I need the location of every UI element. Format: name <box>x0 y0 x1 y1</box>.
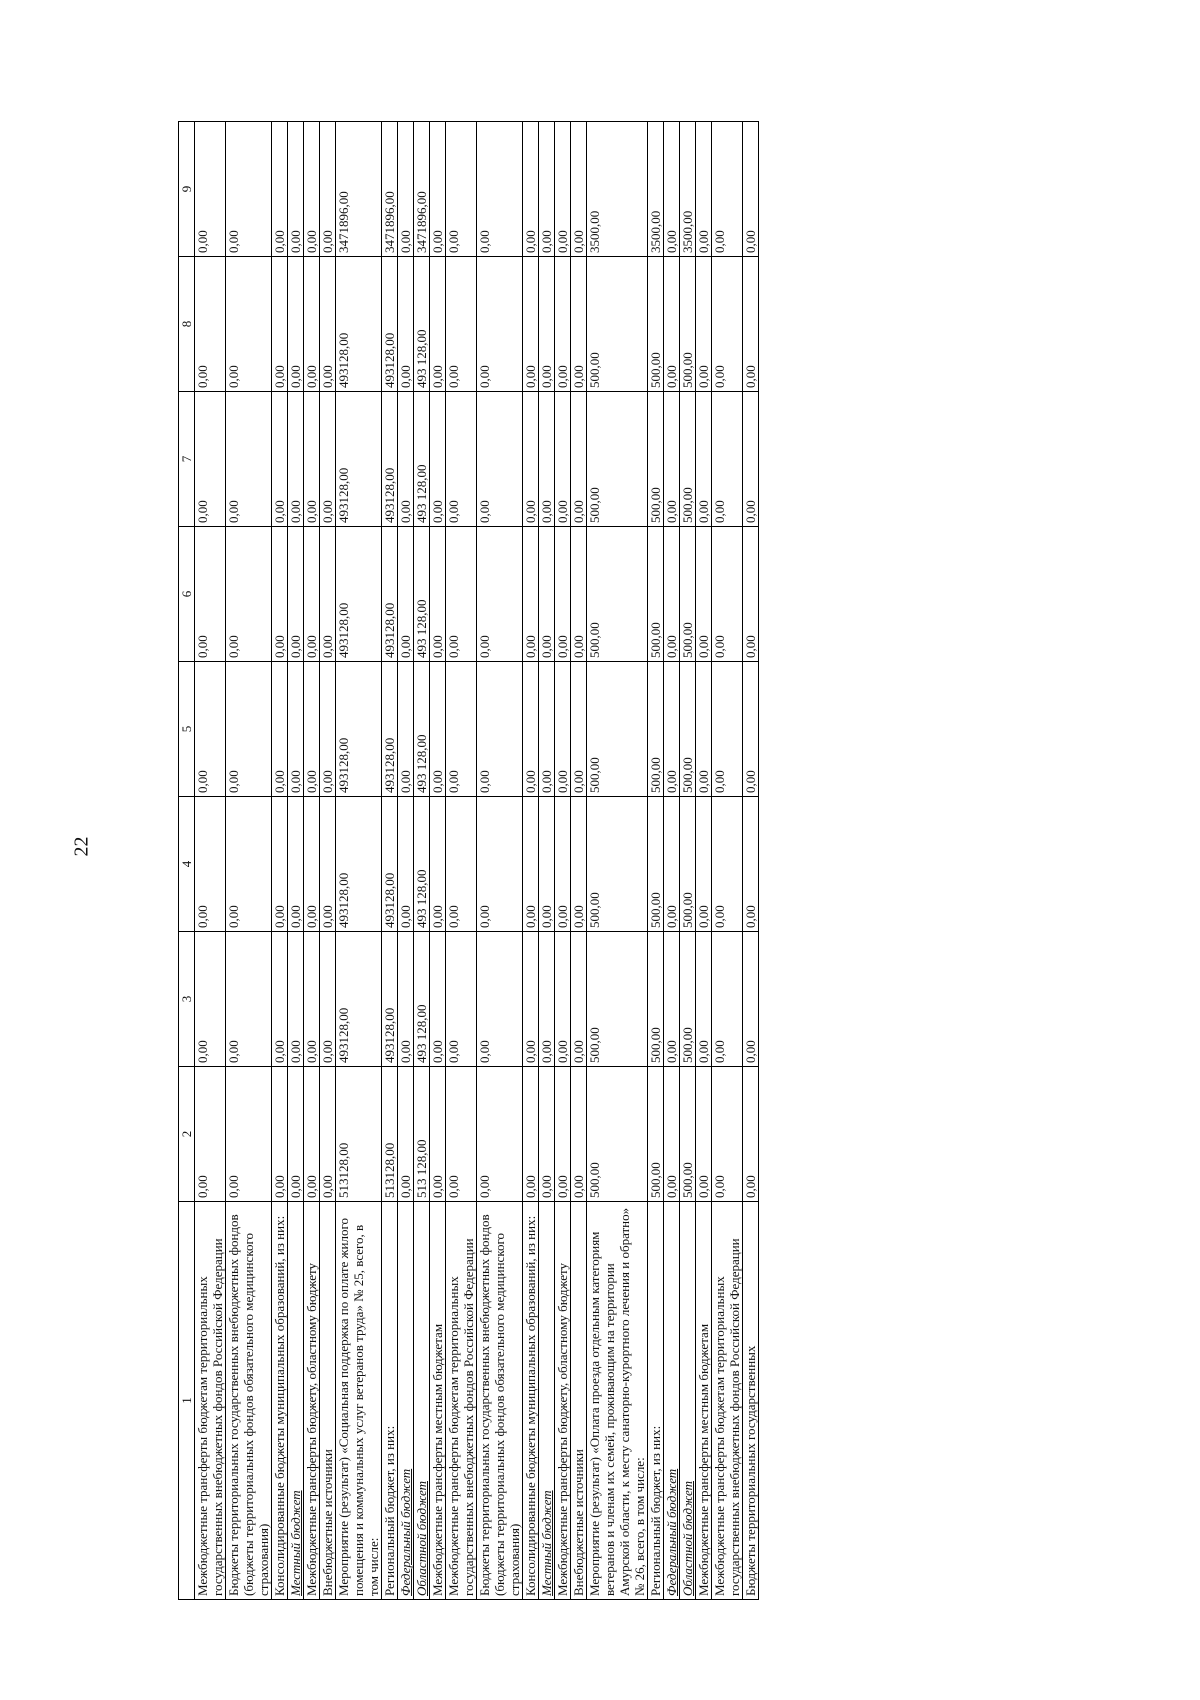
value-cell: 0,00 <box>398 392 414 527</box>
value-cell: 0,00 <box>430 527 446 662</box>
row-label: Межбюджетные трансферты бюджетам территориальных государственных внебюджетных фондов Российской Федерации <box>195 1202 226 1600</box>
value-cell: 0,00 <box>272 932 288 1067</box>
value-cell: 500,00 <box>587 392 648 527</box>
value-cell: 0,00 <box>446 662 477 797</box>
value-cell: 0,00 <box>195 1067 226 1202</box>
value-cell: 500,00 <box>648 392 664 527</box>
row-label: Консолидированные бюджеты муниципальных образований, из них: <box>523 1202 539 1600</box>
value-cell: 0,00 <box>743 122 759 257</box>
column-header: 1 <box>179 1202 195 1600</box>
value-cell: 0,00 <box>571 122 587 257</box>
value-cell: 0,00 <box>523 662 539 797</box>
value-cell: 0,00 <box>712 392 743 527</box>
value-cell: 0,00 <box>539 527 555 662</box>
value-cell: 0,00 <box>539 932 555 1067</box>
value-cell: 0,00 <box>272 257 288 392</box>
value-cell: 500,00 <box>680 257 696 392</box>
value-cell: 493128,00 <box>336 527 382 662</box>
value-cell: 0,00 <box>555 392 571 527</box>
value-cell: 0,00 <box>523 257 539 392</box>
value-cell: 493128,00 <box>382 392 398 527</box>
value-cell: 0,00 <box>664 257 680 392</box>
value-cell: 3500,00 <box>680 122 696 257</box>
table-row <box>382 122 398 1600</box>
value-cell: 0,00 <box>446 122 477 257</box>
value-cell: 0,00 <box>539 392 555 527</box>
value-cell: 0,00 <box>288 797 304 932</box>
value-cell: 500,00 <box>648 527 664 662</box>
value-cell: 3500,00 <box>648 122 664 257</box>
table-row <box>477 122 523 1600</box>
column-header: 5 <box>179 662 195 797</box>
value-cell: 0,00 <box>320 392 336 527</box>
row-label: Бюджеты территориальных государственных внебюджетных фондов (бюджеты территориальных фондов обязательного медицинского страхования) <box>226 1202 272 1600</box>
value-cell: 0,00 <box>398 1067 414 1202</box>
value-cell: 0,00 <box>272 1067 288 1202</box>
value-cell: 0,00 <box>664 662 680 797</box>
row-label: Региональный бюджет, из них: <box>382 1202 398 1600</box>
value-cell: 0,00 <box>555 662 571 797</box>
table-row <box>195 122 226 1600</box>
value-cell: 0,00 <box>571 662 587 797</box>
value-cell: 0,00 <box>555 1067 571 1202</box>
value-cell: 0,00 <box>398 122 414 257</box>
row-label: Бюджеты территориальных государственных <box>743 1202 759 1600</box>
column-header: 6 <box>179 527 195 662</box>
value-cell: 0,00 <box>555 257 571 392</box>
row-label: Бюджеты территориальных государственных внебюджетных фондов (бюджеты территориальных фондов обязательного медицинского страхования) <box>477 1202 523 1600</box>
value-cell: 500,00 <box>587 932 648 1067</box>
value-cell: 0,00 <box>320 932 336 1067</box>
value-cell: 500,00 <box>680 392 696 527</box>
value-cell: 0,00 <box>743 662 759 797</box>
value-cell: 0,00 <box>523 1067 539 1202</box>
value-cell: 0,00 <box>398 662 414 797</box>
page-number: 22 <box>70 836 93 857</box>
value-cell: 0,00 <box>664 122 680 257</box>
value-cell: 0,00 <box>555 122 571 257</box>
value-cell: 0,00 <box>664 1067 680 1202</box>
value-cell: 0,00 <box>743 527 759 662</box>
value-cell: 0,00 <box>304 662 320 797</box>
value-cell: 0,00 <box>696 122 712 257</box>
value-cell: 0,00 <box>430 392 446 527</box>
row-label: Внебюджетные источники <box>571 1202 587 1600</box>
value-cell: 500,00 <box>587 797 648 932</box>
value-cell: 500,00 <box>680 662 696 797</box>
value-cell: 0,00 <box>712 1067 743 1202</box>
value-cell: 0,00 <box>226 797 272 932</box>
value-cell: 0,00 <box>195 527 226 662</box>
table-row <box>664 122 680 1600</box>
value-cell: 0,00 <box>304 932 320 1067</box>
value-cell: 0,00 <box>539 257 555 392</box>
table-row <box>571 122 587 1600</box>
table-row <box>272 122 288 1600</box>
table-row <box>523 122 539 1600</box>
value-cell: 0,00 <box>696 527 712 662</box>
value-cell: 493128,00 <box>336 392 382 527</box>
value-cell: 0,00 <box>696 1067 712 1202</box>
value-cell: 0,00 <box>664 392 680 527</box>
column-header: 2 <box>179 1067 195 1202</box>
row-label: Межбюджетные трансферты бюджету, областному бюджету <box>555 1202 571 1600</box>
value-cell: 0,00 <box>446 797 477 932</box>
row-label: Межбюджетные трансферты местным бюджетам <box>430 1202 446 1600</box>
value-cell: 0,00 <box>712 662 743 797</box>
value-cell: 0,00 <box>477 122 523 257</box>
value-cell: 3500,00 <box>587 122 648 257</box>
value-cell: 0,00 <box>664 527 680 662</box>
value-cell: 0,00 <box>195 257 226 392</box>
value-cell: 0,00 <box>477 932 523 1067</box>
value-cell: 500,00 <box>680 527 696 662</box>
value-cell: 0,00 <box>539 797 555 932</box>
row-label: Региональный бюджет, из них: <box>648 1202 664 1600</box>
value-cell: 0,00 <box>304 527 320 662</box>
table-row <box>680 122 696 1600</box>
value-cell: 0,00 <box>272 797 288 932</box>
row-label: Межбюджетные трансферты бюджетам территориальных государственных внебюджетных фондов Российской Федерации <box>446 1202 477 1600</box>
value-cell: 0,00 <box>272 527 288 662</box>
table-row <box>226 122 272 1600</box>
value-cell: 3471896,00 <box>336 122 382 257</box>
value-cell: 0,00 <box>571 392 587 527</box>
value-cell: 0,00 <box>571 1067 587 1202</box>
row-label: Местный бюджет <box>288 1202 304 1600</box>
value-cell: 493128,00 <box>336 932 382 1067</box>
value-cell: 0,00 <box>477 527 523 662</box>
value-cell: 0,00 <box>195 392 226 527</box>
table-row <box>414 122 430 1600</box>
value-cell: 0,00 <box>571 257 587 392</box>
value-cell: 0,00 <box>288 257 304 392</box>
row-label: Областной бюджет <box>414 1202 430 1600</box>
value-cell: 0,00 <box>320 122 336 257</box>
value-cell: 0,00 <box>446 1067 477 1202</box>
header-row <box>179 122 195 1600</box>
value-cell: 493 128,00 <box>414 392 430 527</box>
value-cell: 0,00 <box>398 527 414 662</box>
value-cell: 0,00 <box>272 392 288 527</box>
value-cell: 0,00 <box>664 797 680 932</box>
value-cell: 0,00 <box>446 932 477 1067</box>
value-cell: 500,00 <box>648 797 664 932</box>
value-cell: 500,00 <box>587 527 648 662</box>
value-cell: 493 128,00 <box>414 527 430 662</box>
value-cell: 0,00 <box>320 1067 336 1202</box>
value-cell: 0,00 <box>571 797 587 932</box>
value-cell: 500,00 <box>587 257 648 392</box>
row-label: Консолидированные бюджеты муниципальных образований, из них: <box>272 1202 288 1600</box>
value-cell: 513 128,00 <box>414 1067 430 1202</box>
table-row <box>398 122 414 1600</box>
value-cell: 0,00 <box>430 662 446 797</box>
value-cell: 3471896,00 <box>382 122 398 257</box>
column-header: 9 <box>179 122 195 257</box>
table-row <box>712 122 743 1600</box>
value-cell: 0,00 <box>195 122 226 257</box>
value-cell: 0,00 <box>477 1067 523 1202</box>
table-row <box>555 122 571 1600</box>
value-cell: 0,00 <box>288 932 304 1067</box>
row-label: Мероприятие (результат) «Оплата проезда отдельным категориям ветеранов и членам их семей, проживающим на территории Амурской области, к месту санаторно-курортного лечения и обратно» № 26, всего, в том числе: <box>587 1202 648 1600</box>
value-cell: 0,00 <box>226 122 272 257</box>
value-cell: 493 128,00 <box>414 257 430 392</box>
table-row <box>320 122 336 1600</box>
row-label: Межбюджетные трансферты местным бюджетам <box>696 1202 712 1600</box>
value-cell: 493128,00 <box>382 527 398 662</box>
value-cell: 0,00 <box>712 122 743 257</box>
value-cell: 0,00 <box>571 932 587 1067</box>
value-cell: 0,00 <box>555 797 571 932</box>
value-cell: 0,00 <box>288 392 304 527</box>
value-cell: 0,00 <box>304 797 320 932</box>
value-cell: 493128,00 <box>382 257 398 392</box>
table-row <box>304 122 320 1600</box>
value-cell: 0,00 <box>288 122 304 257</box>
value-cell: 0,00 <box>523 797 539 932</box>
value-cell: 493 128,00 <box>414 797 430 932</box>
value-cell: 3471896,00 <box>414 122 430 257</box>
value-cell: 0,00 <box>743 257 759 392</box>
column-header: 7 <box>179 392 195 527</box>
row-label: Федеральный бюджет <box>664 1202 680 1600</box>
value-cell: 0,00 <box>430 797 446 932</box>
value-cell: 0,00 <box>523 527 539 662</box>
value-cell: 0,00 <box>320 662 336 797</box>
value-cell: 0,00 <box>446 392 477 527</box>
table-body <box>195 122 759 1600</box>
value-cell: 0,00 <box>304 1067 320 1202</box>
value-cell: 0,00 <box>320 527 336 662</box>
value-cell: 0,00 <box>288 527 304 662</box>
value-cell: 500,00 <box>587 1067 648 1202</box>
row-label: Областной бюджет <box>680 1202 696 1600</box>
value-cell: 0,00 <box>696 932 712 1067</box>
row-label: Федеральный бюджет <box>398 1202 414 1600</box>
value-cell: 0,00 <box>571 527 587 662</box>
value-cell: 0,00 <box>477 257 523 392</box>
value-cell: 0,00 <box>320 797 336 932</box>
column-header: 8 <box>179 257 195 392</box>
value-cell: 0,00 <box>696 797 712 932</box>
value-cell: 0,00 <box>539 1067 555 1202</box>
table-row <box>696 122 712 1600</box>
value-cell: 513128,00 <box>382 1067 398 1202</box>
value-cell: 0,00 <box>272 122 288 257</box>
table-row <box>648 122 664 1600</box>
value-cell: 0,00 <box>743 932 759 1067</box>
value-cell: 0,00 <box>743 1067 759 1202</box>
value-cell: 0,00 <box>743 797 759 932</box>
value-cell: 0,00 <box>555 932 571 1067</box>
budget-table <box>178 121 759 1600</box>
table-row <box>446 122 477 1600</box>
value-cell: 0,00 <box>288 1067 304 1202</box>
value-cell: 0,00 <box>446 257 477 392</box>
value-cell: 513128,00 <box>336 1067 382 1202</box>
value-cell: 493128,00 <box>336 662 382 797</box>
value-cell: 0,00 <box>712 797 743 932</box>
value-cell: 0,00 <box>226 932 272 1067</box>
value-cell: 500,00 <box>648 1067 664 1202</box>
value-cell: 0,00 <box>696 662 712 797</box>
value-cell: 0,00 <box>226 1067 272 1202</box>
table-row <box>539 122 555 1600</box>
column-header: 4 <box>179 797 195 932</box>
value-cell: 500,00 <box>648 932 664 1067</box>
table-row <box>743 122 759 1600</box>
value-cell: 493 128,00 <box>414 662 430 797</box>
table-row <box>288 122 304 1600</box>
value-cell: 0,00 <box>539 122 555 257</box>
table-row <box>336 122 382 1600</box>
value-cell: 493128,00 <box>382 662 398 797</box>
value-cell: 0,00 <box>712 932 743 1067</box>
value-cell: 500,00 <box>680 1067 696 1202</box>
value-cell: 0,00 <box>523 392 539 527</box>
value-cell: 0,00 <box>555 527 571 662</box>
value-cell: 0,00 <box>195 797 226 932</box>
value-cell: 0,00 <box>430 122 446 257</box>
row-label: Мероприятие (результат) «Социальная поддержка по оплате жилого помещения и коммунальных услуг ветеранов труда» № 25, всего, в том числе: <box>336 1202 382 1600</box>
value-cell: 0,00 <box>288 662 304 797</box>
value-cell: 0,00 <box>304 122 320 257</box>
value-cell: 0,00 <box>712 527 743 662</box>
value-cell: 0,00 <box>664 932 680 1067</box>
value-cell: 0,00 <box>523 932 539 1067</box>
row-label: Межбюджетные трансферты бюджету, областному бюджету <box>304 1202 320 1600</box>
value-cell: 0,00 <box>398 257 414 392</box>
value-cell: 0,00 <box>696 392 712 527</box>
value-cell: 0,00 <box>446 527 477 662</box>
value-cell: 0,00 <box>226 257 272 392</box>
value-cell: 493128,00 <box>336 797 382 932</box>
column-header: 3 <box>179 932 195 1067</box>
value-cell: 0,00 <box>398 797 414 932</box>
value-cell: 493128,00 <box>336 257 382 392</box>
value-cell: 0,00 <box>477 662 523 797</box>
value-cell: 500,00 <box>680 797 696 932</box>
value-cell: 500,00 <box>680 932 696 1067</box>
value-cell: 0,00 <box>304 257 320 392</box>
row-label: Местный бюджет <box>539 1202 555 1600</box>
row-label: Внебюджетные источники <box>320 1202 336 1600</box>
value-cell: 0,00 <box>523 122 539 257</box>
value-cell: 0,00 <box>477 797 523 932</box>
value-cell: 493 128,00 <box>414 932 430 1067</box>
value-cell: 0,00 <box>477 392 523 527</box>
rotated-table-container <box>178 122 759 1600</box>
row-label: Межбюджетные трансферты бюджетам территориальных государственных внебюджетных фондов Российской Федерации <box>712 1202 743 1600</box>
value-cell: 500,00 <box>587 662 648 797</box>
value-cell: 0,00 <box>320 257 336 392</box>
value-cell: 0,00 <box>272 662 288 797</box>
value-cell: 500,00 <box>648 257 664 392</box>
value-cell: 493128,00 <box>382 797 398 932</box>
value-cell: 0,00 <box>195 662 226 797</box>
value-cell: 0,00 <box>226 527 272 662</box>
table-row <box>587 122 648 1600</box>
value-cell: 0,00 <box>398 932 414 1067</box>
table-row <box>430 122 446 1600</box>
value-cell: 0,00 <box>430 257 446 392</box>
value-cell: 0,00 <box>430 932 446 1067</box>
value-cell: 0,00 <box>696 257 712 392</box>
value-cell: 0,00 <box>430 1067 446 1202</box>
value-cell: 0,00 <box>226 662 272 797</box>
value-cell: 500,00 <box>648 662 664 797</box>
value-cell: 0,00 <box>195 932 226 1067</box>
value-cell: 0,00 <box>743 392 759 527</box>
value-cell: 493128,00 <box>382 932 398 1067</box>
value-cell: 0,00 <box>712 257 743 392</box>
value-cell: 0,00 <box>304 392 320 527</box>
value-cell: 0,00 <box>539 662 555 797</box>
value-cell: 0,00 <box>226 392 272 527</box>
